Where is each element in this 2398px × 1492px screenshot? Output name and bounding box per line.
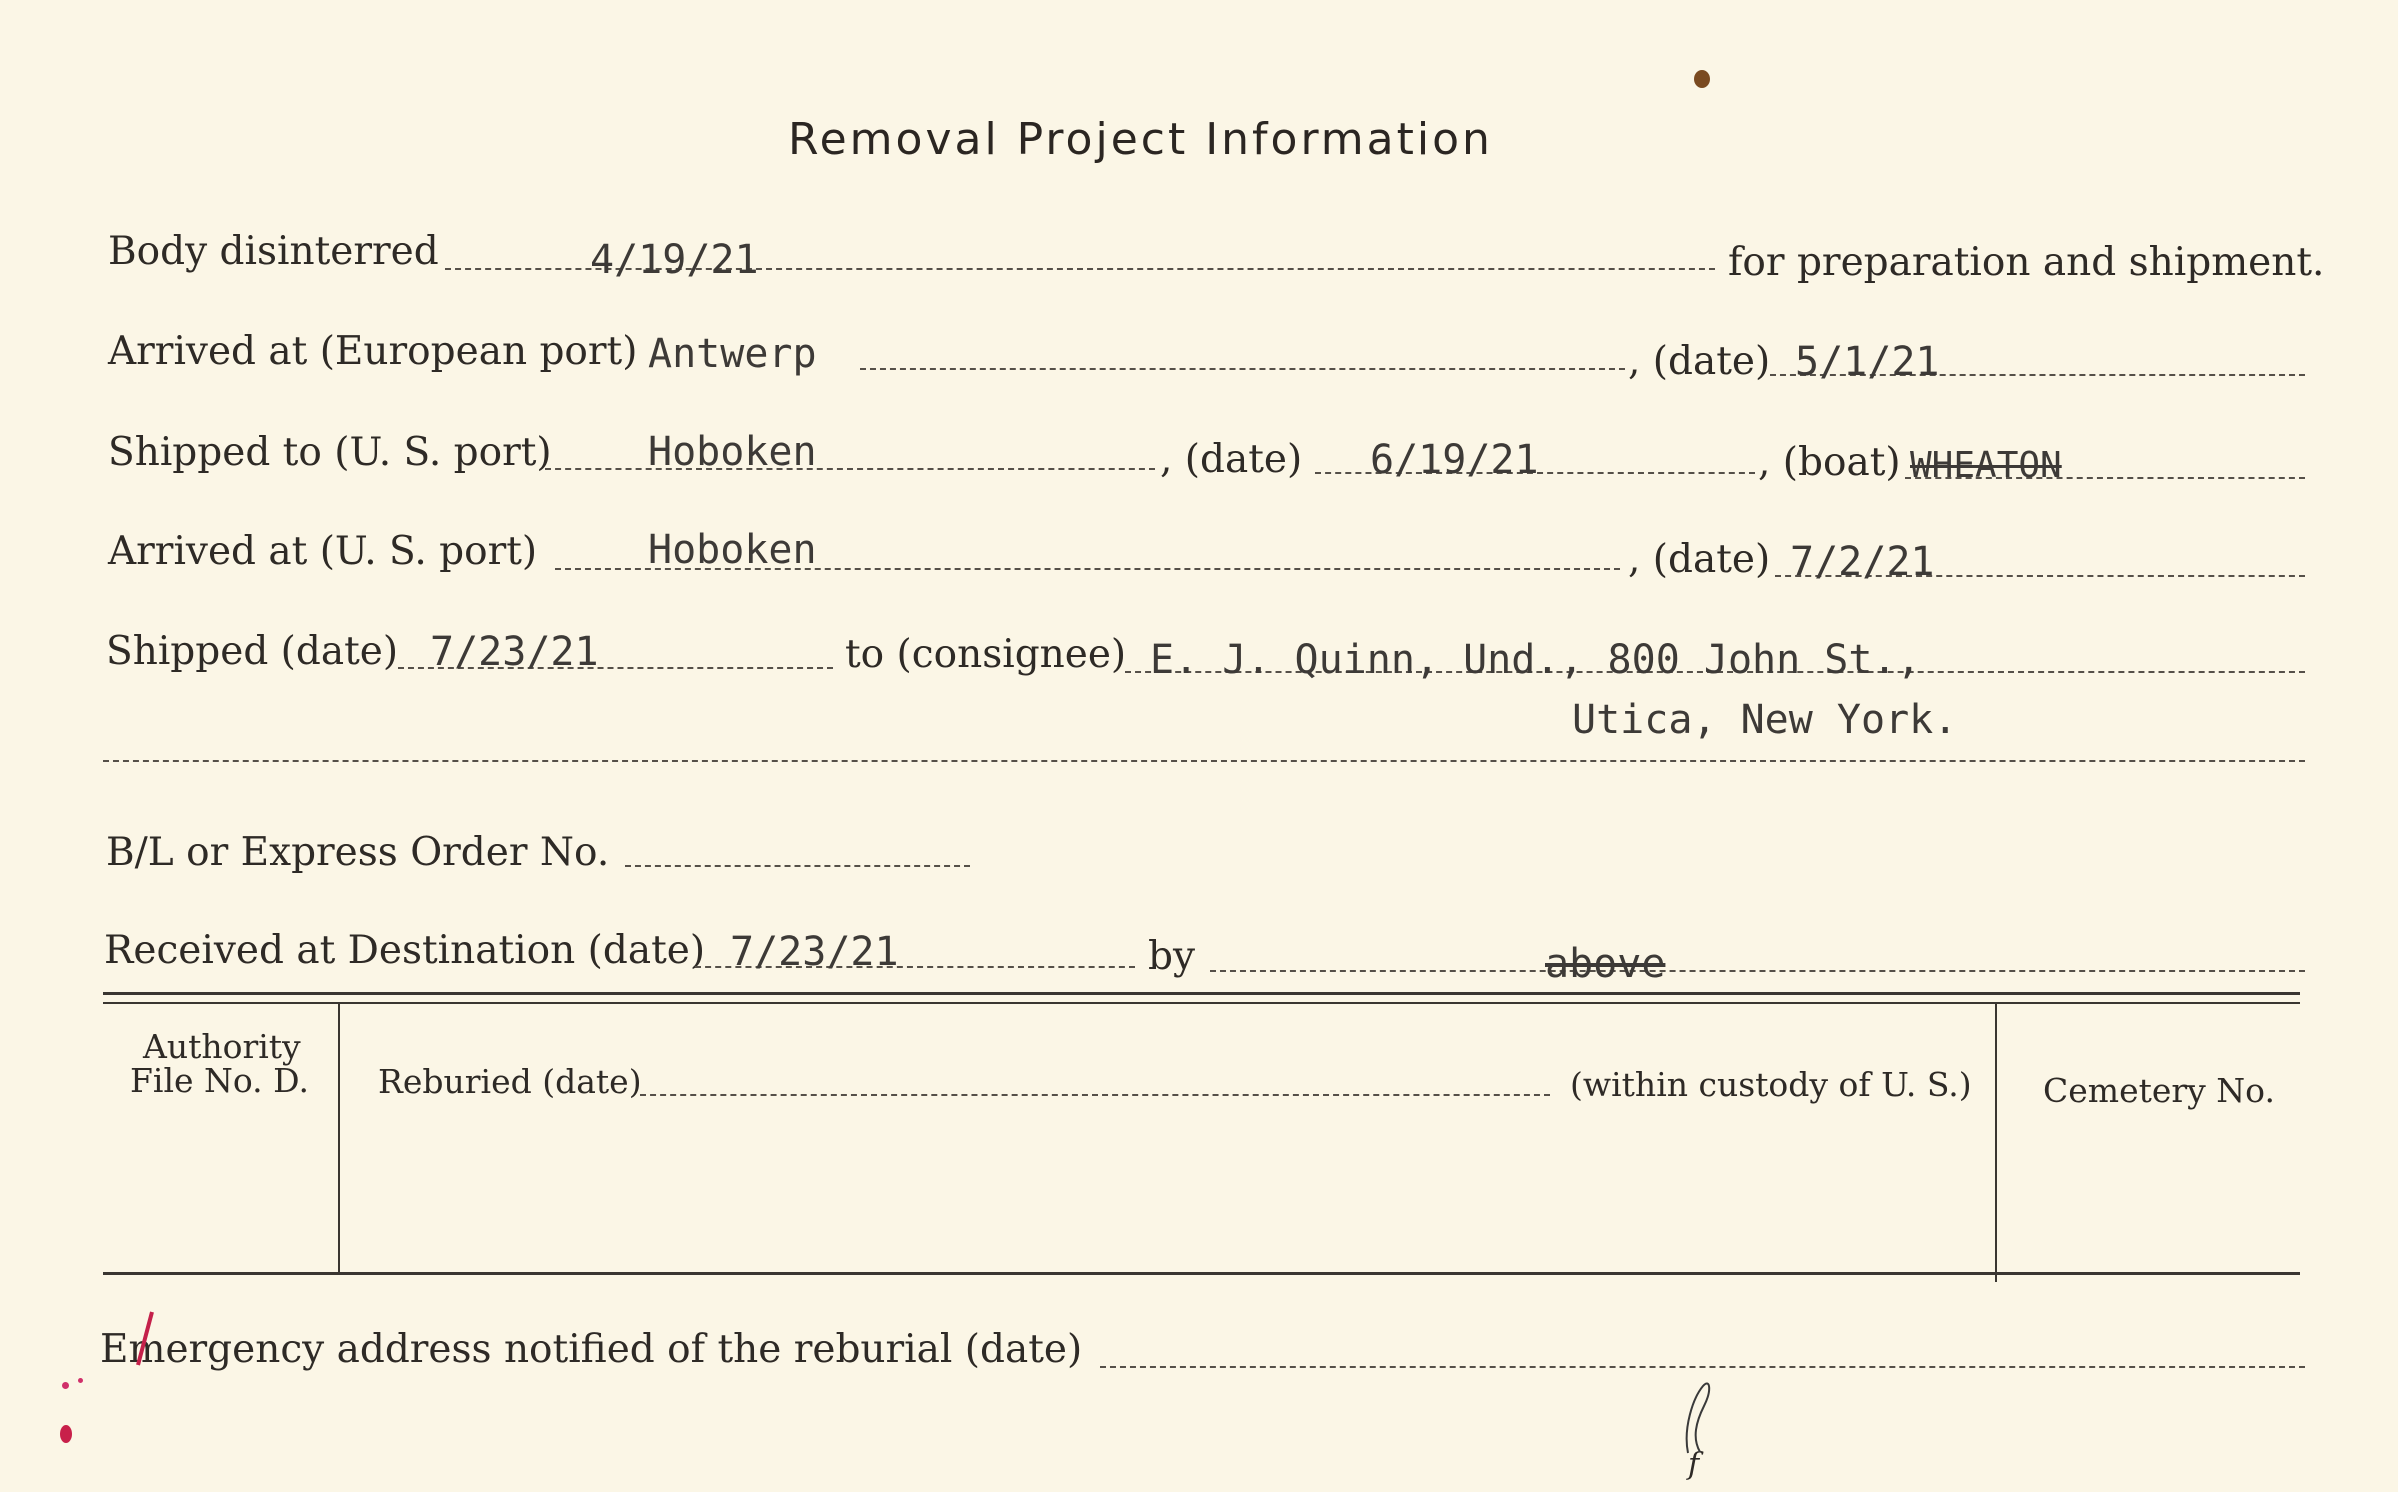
boat-label: , (boat) [1758, 440, 1901, 485]
handwritten-mark: f [1688, 1447, 1700, 1482]
shipped-date: 7/23/21 [430, 629, 599, 675]
red-tick-icon [130, 1310, 160, 1370]
received-label: Received at Destination (date) [104, 928, 706, 973]
received-by: above [1545, 941, 1666, 987]
arrived-us-label: Arrived at (U. S. port) [108, 529, 538, 574]
handwritten-loop-icon [1678, 1378, 1718, 1458]
table-divider-left [338, 1002, 340, 1272]
consignee-extra-line [103, 760, 2305, 762]
disinterred-suffix: for preparation and shipment. [1728, 240, 2325, 285]
arrived-us-port: Hoboken [648, 527, 817, 573]
consignee-line-1: E. J. Quinn, Und., 800 John St., [1150, 637, 1921, 683]
red-dot-2 [78, 1378, 83, 1383]
shipped-us-date: 6/19/21 [1370, 437, 1539, 483]
bl-line [625, 865, 970, 867]
table-divider-right [1995, 1004, 1997, 1282]
shipped-us-port: Hoboken [648, 429, 817, 475]
table-bottom-rule [103, 1272, 2300, 1275]
cemetery-label: Cemetery No. [2043, 1071, 2275, 1110]
boat-name: WHEATON [1910, 445, 2062, 486]
shipped-us-label: Shipped to (U. S. port) [108, 430, 552, 475]
page-title: Removal Project Information [788, 114, 1493, 165]
authority-label-line-1: Authority [143, 1027, 301, 1066]
arrived-eu-line [860, 368, 1625, 370]
arrived-eu-date-label: , (date) [1628, 339, 1771, 384]
authority-label-line-2: File No. D. [130, 1061, 309, 1100]
table-top-rule-1 [103, 992, 2300, 995]
ink-spot [1694, 70, 1710, 88]
consignee-label: to (consignee) [845, 632, 1127, 677]
consignee-line-2: Utica, New York. [1572, 697, 1958, 743]
reburied-label: Reburied (date) [378, 1062, 642, 1101]
emergency-label: Emergency address notified of the reburial (date) [100, 1327, 1083, 1372]
arrived-eu-port: Antwerp [648, 331, 817, 377]
arrived-eu-label: Arrived at (European port) [108, 329, 638, 374]
shipped-us-date-label: , (date) [1160, 437, 1303, 482]
arrived-us-date-label: , (date) [1628, 537, 1771, 582]
disinterred-value: 4/19/21 [590, 237, 759, 283]
red-mark [60, 1425, 72, 1443]
reburied-line [640, 1094, 1550, 1096]
received-by-label: by [1148, 934, 1195, 979]
arrived-eu-date: 5/1/21 [1795, 339, 1940, 385]
bl-label: B/L or Express Order No. [106, 830, 610, 875]
received-by-line [1210, 970, 2305, 972]
red-dot [62, 1382, 69, 1389]
emergency-line [1100, 1366, 2305, 1368]
received-date: 7/23/21 [730, 929, 899, 975]
shipped-us-line [545, 468, 1155, 470]
table-top-rule-2 [103, 1002, 2300, 1004]
arrived-us-date: 7/2/21 [1790, 539, 1935, 585]
custody-label: (within custody of U. S.) [1570, 1065, 1972, 1104]
shipped-date-label: Shipped (date) [106, 629, 399, 674]
disinterred-label: Body disinterred [108, 229, 439, 274]
